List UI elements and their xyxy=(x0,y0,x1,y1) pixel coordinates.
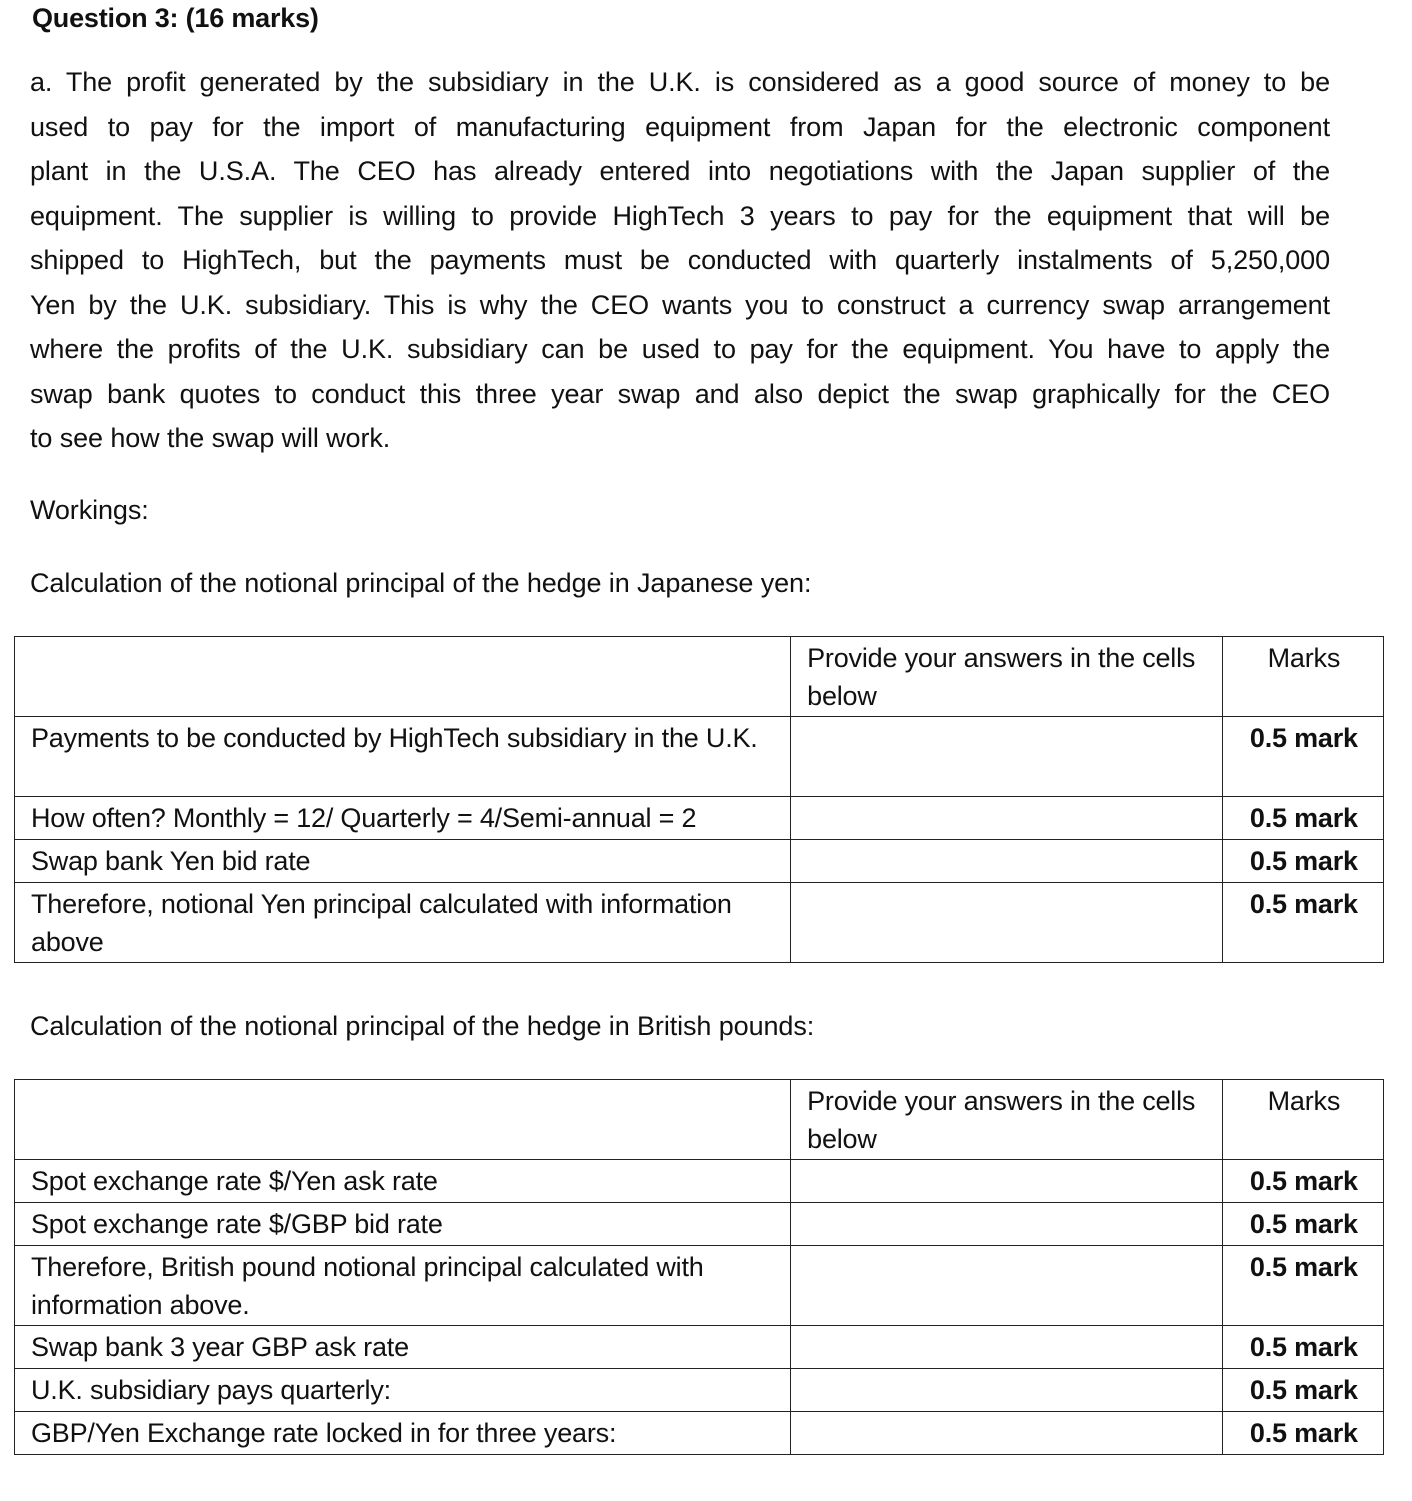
marks-cell: 0.5 mark xyxy=(1222,1246,1383,1326)
marks-cell: 0.5 mark xyxy=(1222,1160,1383,1203)
row-label: Spot exchange rate $/GBP bid rate xyxy=(15,1203,791,1246)
yen-principal-table xyxy=(14,636,1384,963)
table-row xyxy=(15,1246,1384,1326)
table-row xyxy=(15,840,1384,883)
header-marks-cell: Marks xyxy=(1222,1080,1383,1160)
header-empty-cell xyxy=(15,637,791,717)
question-title: Question 3: (16 marks) xyxy=(32,3,319,33)
answer-cell[interactable] xyxy=(791,840,1223,883)
table-row xyxy=(15,1412,1384,1455)
paragraph-line: to see how the swap will work. xyxy=(30,423,391,453)
paragraph-line: swap bank quotes to conduct this three year swap and also depict the swap graphically for the CEO xyxy=(30,378,1330,409)
table-row xyxy=(15,1203,1384,1246)
paragraph-line: equipment. The supplier is willing to provide HighTech 3 years to pay for the equipment that will be xyxy=(30,200,1330,231)
row-label: Spot exchange rate $/Yen ask rate xyxy=(15,1160,791,1203)
marks-cell: 0.5 mark xyxy=(1222,1412,1383,1455)
table-row xyxy=(15,1369,1384,1412)
answer-cell[interactable] xyxy=(791,797,1223,840)
gbp-principal-table xyxy=(14,1079,1384,1455)
answer-cell[interactable] xyxy=(791,717,1223,797)
marks-cell: 0.5 mark xyxy=(1222,840,1383,883)
gbp-section-heading: Calculation of the notional principal of the hedge in British pounds: xyxy=(30,1011,815,1041)
answer-cell[interactable] xyxy=(791,1246,1223,1326)
row-label: U.K. subsidiary pays quarterly: xyxy=(15,1369,791,1412)
paragraph-line: used to pay for the import of manufacturing equipment from Japan for the electronic component xyxy=(30,111,1330,142)
row-label: Swap bank 3 year GBP ask rate xyxy=(15,1326,791,1369)
marks-cell: 0.5 mark xyxy=(1222,1203,1383,1246)
row-label: Therefore, British pound notional principal calculated with information above. xyxy=(15,1246,791,1326)
paragraph-line: Yen by the U.K. subsidiary. This is why the CEO wants you to construct a currency swap arrangement xyxy=(30,289,1330,320)
marks-cell: 0.5 mark xyxy=(1222,1326,1383,1369)
table-row xyxy=(15,883,1384,963)
table-header-row xyxy=(15,637,1384,717)
header-answers-cell: Provide your answers in the cells below xyxy=(791,1080,1223,1160)
paragraph-line: shipped to HighTech, but the payments must be conducted with quarterly instalments of 5,250,000 xyxy=(30,245,1330,275)
paragraph-line: a. The profit generated by the subsidiary in the U.K. is considered as a good source of money to be xyxy=(30,67,1330,97)
marks-cell: 0.5 mark xyxy=(1222,1369,1383,1412)
header-marks-cell: Marks xyxy=(1222,637,1383,717)
answer-cell[interactable] xyxy=(791,883,1223,963)
marks-cell: 0.5 mark xyxy=(1222,883,1383,963)
row-label: GBP/Yen Exchange rate locked in for three years: xyxy=(15,1412,791,1455)
workings-label: Workings: xyxy=(30,495,149,525)
header-answers-cell: Provide your answers in the cells below xyxy=(791,637,1223,717)
row-label: Payments to be conducted by HighTech subsidiary in the U.K. xyxy=(15,717,791,797)
marks-cell: 0.5 mark xyxy=(1222,797,1383,840)
header-empty-cell xyxy=(15,1080,791,1160)
answer-cell[interactable] xyxy=(791,1203,1223,1246)
answer-cell[interactable] xyxy=(791,1326,1223,1369)
answer-cell[interactable] xyxy=(791,1412,1223,1455)
row-label: Therefore, notional Yen principal calculated with information above xyxy=(15,883,791,963)
paragraph-line: plant in the U.S.A. The CEO has already entered into negotiations with the Japan supplier of the xyxy=(30,156,1330,186)
paragraph-line: where the profits of the U.K. subsidiary can be used to pay for the equipment. You have to apply the xyxy=(30,334,1330,364)
table-header-row xyxy=(15,1080,1384,1160)
marks-cell: 0.5 mark xyxy=(1222,717,1383,797)
yen-section-heading: Calculation of the notional principal of the hedge in Japanese yen: xyxy=(30,568,812,598)
answer-cell[interactable] xyxy=(791,1369,1223,1412)
table-row xyxy=(15,1326,1384,1369)
table-row xyxy=(15,797,1384,840)
row-label: How often? Monthly = 12/ Quarterly = 4/Semi-annual = 2 xyxy=(15,797,791,840)
table-row xyxy=(15,717,1384,797)
answer-cell[interactable] xyxy=(791,1160,1223,1203)
row-label: Swap bank Yen bid rate xyxy=(15,840,791,883)
table-row xyxy=(15,1160,1384,1203)
question-paragraph xyxy=(30,60,1330,461)
